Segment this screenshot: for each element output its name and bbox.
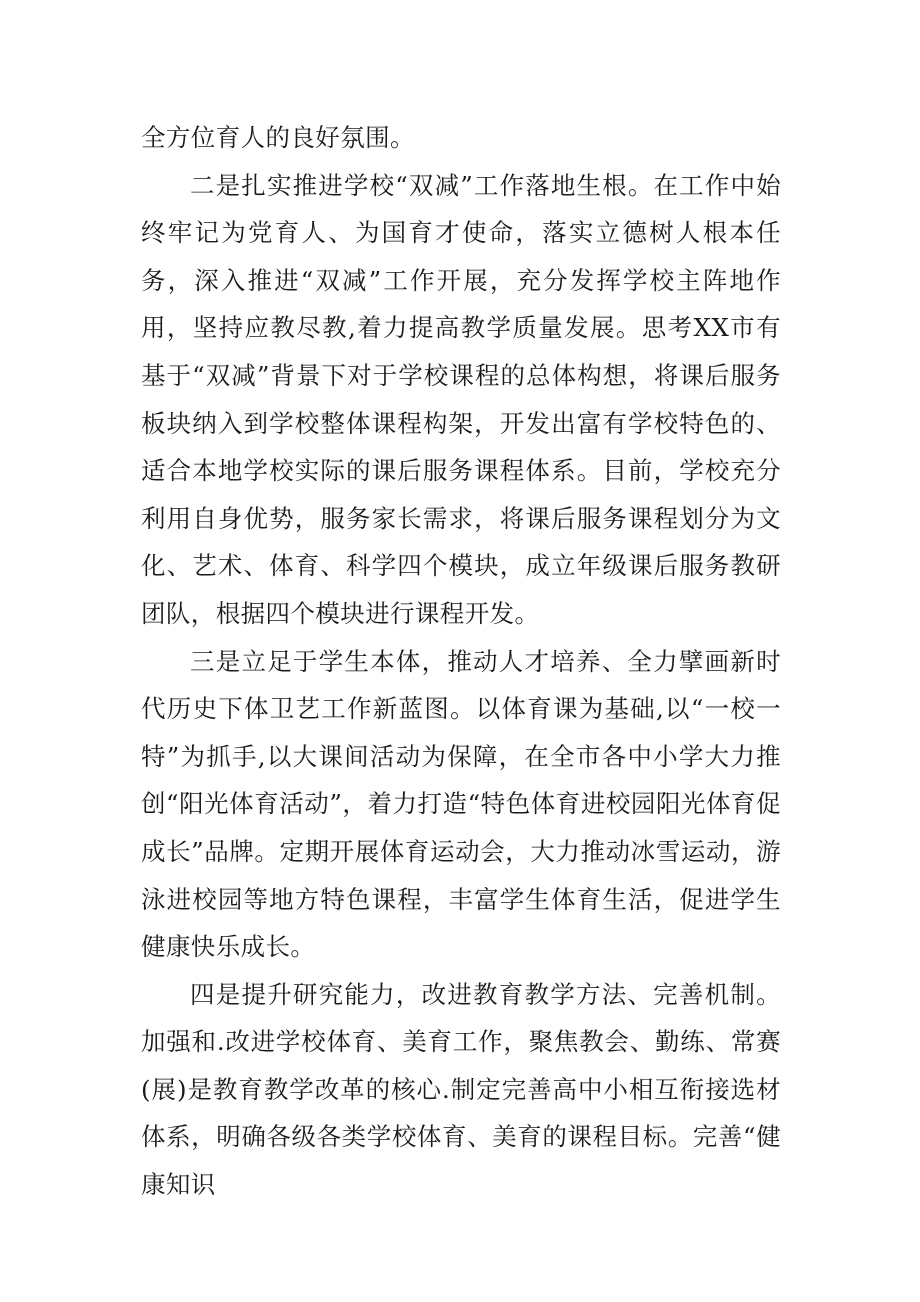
paragraph-research-ability: 四是提升研究能力，改进教育教学方法、完善机制。加强和.改进学校体育、美育工作，聚焦教会、勤练、常赛(展)是教育教学改革的核心.制定完善高中小相互衔接选材体系，明确各级各类学校体育、美育的课程目标。完善“健康知识 <box>141 979 781 1200</box>
paragraph-sports-arts-health: 三是立足于学生本体，推动人才培养、全力擘画新时代历史下体卫艺工作新蓝图。以体育课为基础,以“一校一特”为抓手,以大课间活动为保障，在全市各中小学大力推创“阳光体育活动”，着力打造“特色体育进校园阳光体育促成长”品牌。定期开展体育运动会，大力推动冰雪运动，游泳进校园等地方特色课程，丰富学生体育生活，促进学生健康快乐成长。 <box>141 646 781 962</box>
document-body <box>141 114 781 1209</box>
paragraph-continuation: 全方位育人的良好氛围。 <box>141 123 415 152</box>
paragraph-double-reduction: 二是扎实推进学校“双减”工作落地生根。在工作中始终牢记为党育人、为国育才使命，落实立德树人根本任务，深入推进“双减”工作开展，充分发挥学校主阵地作用，坚持应教尽教,着力提高教学质量发展。思考XX市有基于“双减”背景下对于学校课程的总体构想，将课后服务板块纳入到学校整体课程构架，开发出富有学校特色的、适合本地学校实际的课后服务课程体系。目前，学校充分利用自身优势，服务家长需求，将课后服务课程划分为文化、艺术、体育、科学四个模块，成立年级课后服务教研团队，根据四个模块进行课程开发。 <box>141 170 781 628</box>
